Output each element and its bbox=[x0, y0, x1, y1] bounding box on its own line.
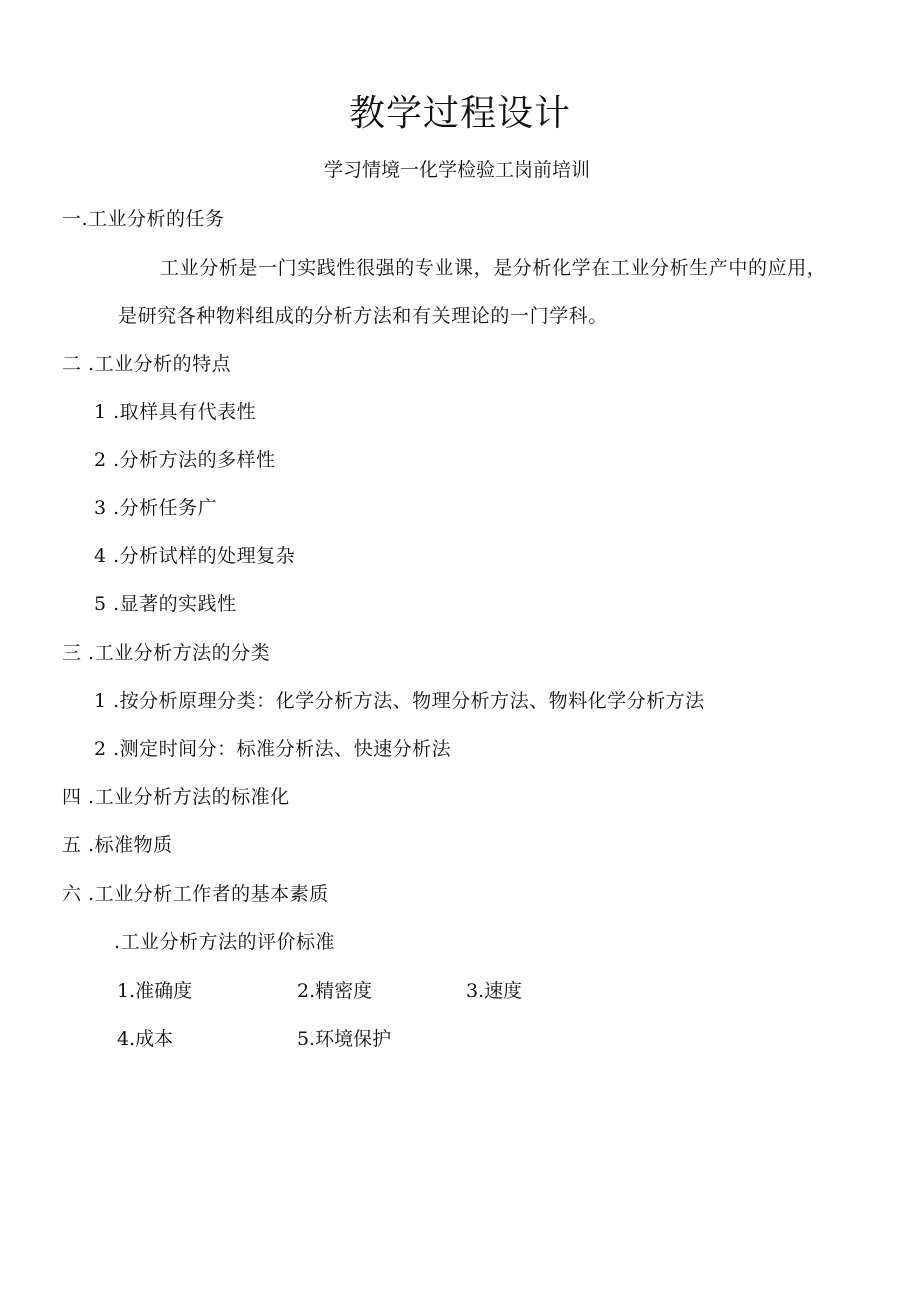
classification-item-2: 2 .测定时间分：标准分析法、快速分析法 bbox=[94, 738, 452, 760]
section-heading-standardization: 四 .工业分析方法的标准化 bbox=[62, 786, 290, 808]
criteria-item-precision: 2.精密度 bbox=[297, 980, 373, 1002]
task-paragraph-line-1: 工业分析是一门实践性很强的专业课，是分析化学在工业分析生产中的应用， bbox=[160, 257, 827, 279]
feature-item-4: 4 .分析试样的处理复杂 bbox=[94, 545, 296, 567]
criteria-item-cost: 4.成本 bbox=[117, 1028, 174, 1050]
feature-item-1: 1 .取样具有代表性 bbox=[94, 401, 257, 423]
page-title: 教学过程设计 bbox=[348, 93, 571, 134]
page-subtitle: 学习情境一化学检验工岗前培训 bbox=[323, 159, 590, 181]
criteria-item-accuracy: 1.准确度 bbox=[117, 980, 193, 1002]
section-heading-task: 一.工业分析的任务 bbox=[62, 208, 225, 230]
feature-item-2: 2 .分析方法的多样性 bbox=[94, 449, 276, 471]
section-heading-evaluation: .工业分析方法的评价标准 bbox=[114, 931, 336, 953]
criteria-item-speed: 3.速度 bbox=[466, 980, 523, 1002]
feature-item-5: 5 .显著的实践性 bbox=[94, 593, 237, 615]
section-heading-qualities: 六 .工业分析工作者的基本素质 bbox=[62, 883, 329, 905]
section-heading-classification: 三 .工业分析方法的分类 bbox=[62, 642, 271, 664]
section-heading-reference-materials: 五 .标准物质 bbox=[62, 834, 173, 856]
section-heading-features: 二 .工业分析的特点 bbox=[62, 353, 232, 375]
criteria-item-environment: 5.环境保护 bbox=[297, 1028, 392, 1050]
task-paragraph-line-2: 是研究各种物料组成的分析方法和有关理论的一门学科。 bbox=[118, 305, 609, 327]
classification-item-1: 1 .按分析原理分类：化学分析方法、物理分析方法、物料化学分析方法 bbox=[94, 690, 705, 712]
feature-item-3: 3 .分析任务广 bbox=[94, 497, 218, 519]
